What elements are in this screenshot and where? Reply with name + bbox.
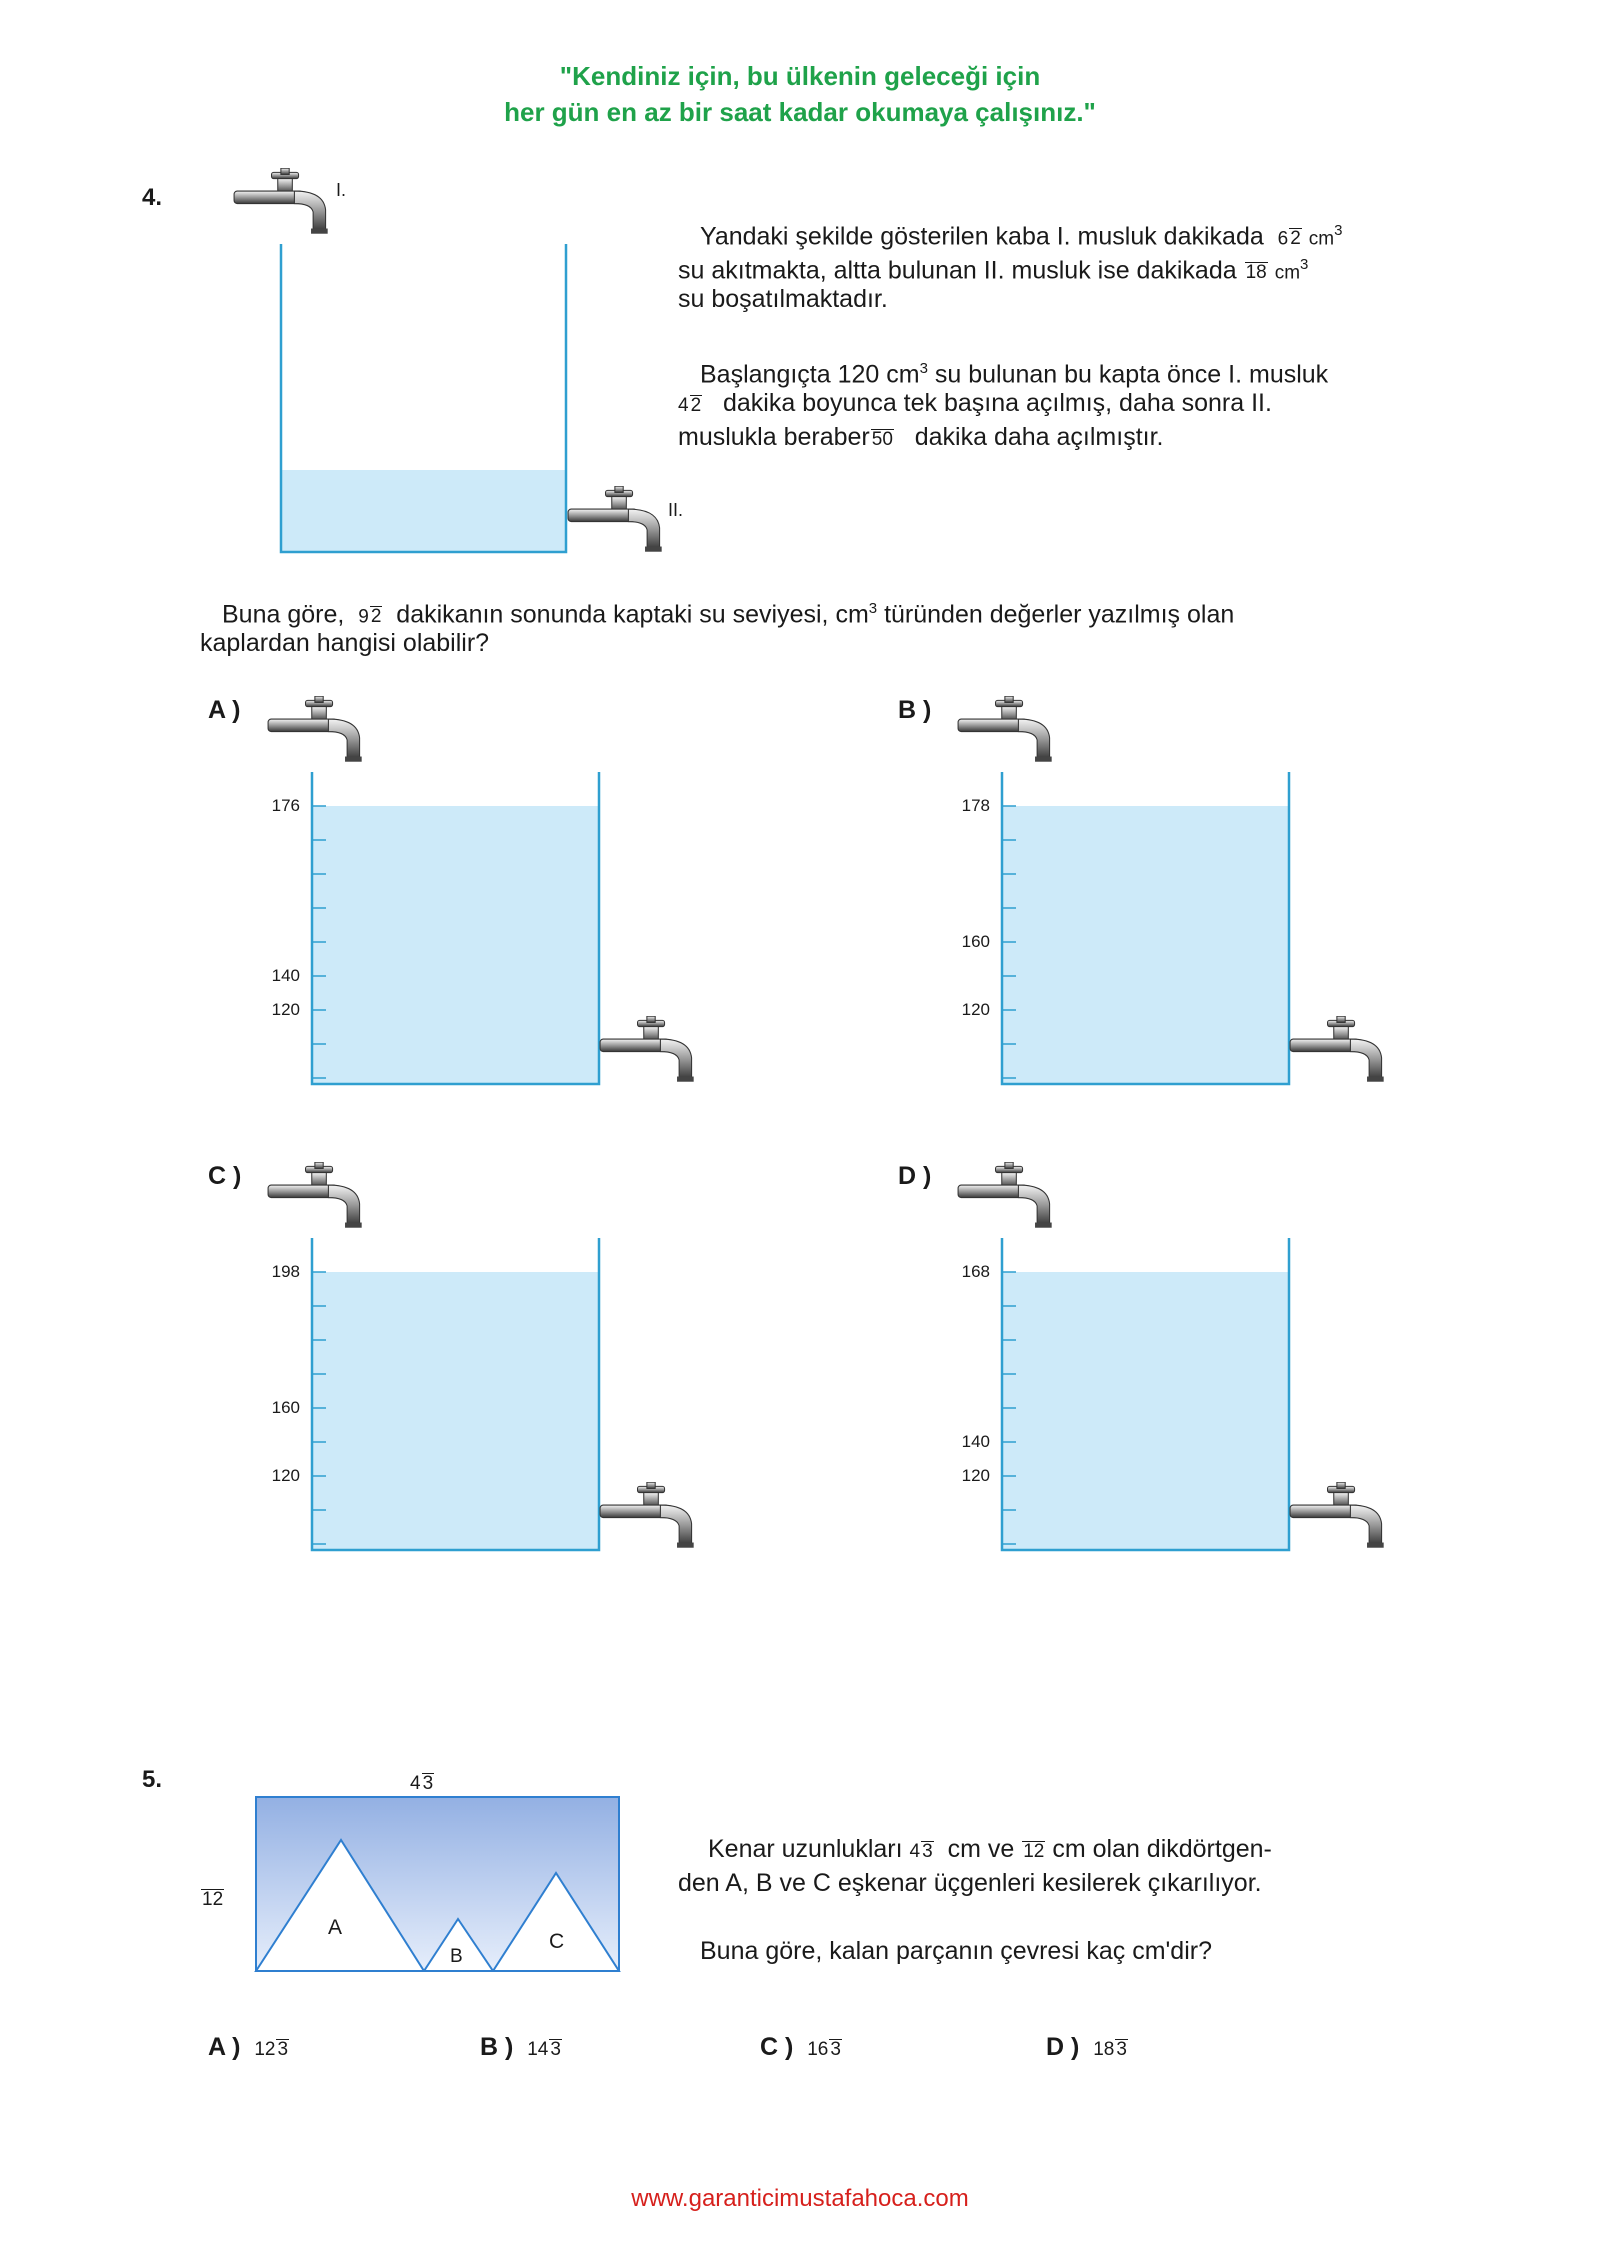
q5-option-radicand: 3 xyxy=(1116,2039,1127,2060)
faucet-1-label: I. xyxy=(336,180,347,200)
q5-option-coef: 14 xyxy=(527,2039,549,2060)
q5-option[interactable] xyxy=(208,2030,289,2067)
q4-question-line1: Buna göre, 9 2 dakikanın sonunda kaptaki su seviyesi, $cm^3$ türünden değerler yazılmış olan xyxy=(222,600,1235,629)
q5-option-coef: 18 xyxy=(1093,2039,1115,2060)
q5-option[interactable] xyxy=(760,2030,842,2067)
q5-option-label: D ) xyxy=(1046,2033,1080,2061)
q4-option-label[interactable]: D ) xyxy=(898,1162,932,1190)
footer-website: www.garanticimustafahoca.com xyxy=(631,2185,969,2212)
q5-option-label: B ) xyxy=(480,2033,514,2061)
q5-option[interactable] xyxy=(1046,2030,1128,2067)
q4-p1-line3: su boşatılmaktadır. xyxy=(678,285,888,313)
scale-value-top: 178 xyxy=(961,796,990,815)
q4-p2-line2: 4 2 dakika boyunca tek başına açılmış, daha sonra II. xyxy=(678,389,1272,417)
q5-option-coef: 12 xyxy=(254,2039,276,2060)
faucet-2-label: II. xyxy=(668,500,684,520)
scale-value-low: 120 xyxy=(271,1466,300,1485)
question-number-4: 4. xyxy=(142,184,163,211)
q5-option[interactable] xyxy=(480,2030,562,2067)
scale-value-low: 120 xyxy=(961,1000,990,1019)
q4-p2-line1: Başlangıçta 120 $cm^3$ su bulunan bu kapta önce I. musluk xyxy=(700,360,1329,389)
q4-option-label[interactable]: A ) xyxy=(208,696,241,724)
triangle-b-label: B xyxy=(450,1946,463,1967)
q5-option-label: C ) xyxy=(760,2033,794,2061)
scale-value-mid: 160 xyxy=(961,932,990,951)
scale-value-mid: 140 xyxy=(271,966,300,985)
rect-side-length: 12 xyxy=(202,1889,224,1910)
q4-option-label[interactable]: B ) xyxy=(898,696,932,724)
q4-p1-line2: su akıtmakta, altta bulunan II. musluk ise dakikada 18 $cm^3$ xyxy=(678,256,1309,285)
scale-value-low: 120 xyxy=(961,1466,990,1485)
q5-option-label: A ) xyxy=(208,2033,241,2061)
triangle-a-label: A xyxy=(328,1916,343,1939)
rect-top-length: 4 3 xyxy=(410,1773,434,1794)
q4-p2-line3: muslukla beraber 50 dakika daha açılmıştır. xyxy=(678,423,1164,451)
question-number-5: 5. xyxy=(142,1766,163,1793)
motto-line-2: her gün en az bir saat kadar okumaya çalışınız." xyxy=(504,97,1096,127)
q5-p1-line1: Kenar uzunlukları 4 3 cm ve 12 cm olan dikdörtgen- xyxy=(708,1835,1272,1863)
q5-option-radicand: 3 xyxy=(550,2039,561,2060)
scale-value-mid: 160 xyxy=(271,1398,300,1417)
motto-line-1: "Kendiniz için, bu ülkenin geleceği için xyxy=(559,61,1041,91)
q4-question-line2: kaplardan hangisi olabilir? xyxy=(200,629,490,657)
triangle-c-label: C xyxy=(549,1930,565,1953)
q4-p1-line1: Yandaki şekilde gösterilen kaba I. musluk dakikada 6 2 $cm^3$ xyxy=(700,222,1343,251)
q5-option-radicand: 3 xyxy=(830,2039,841,2060)
q5-p2: Buna göre, kalan parçanın çevresi kaç cm'dir? xyxy=(700,1937,1212,1965)
scale-value-top: 168 xyxy=(961,1262,990,1281)
q4-option-label[interactable]: C ) xyxy=(208,1162,242,1190)
q5-option-coef: 16 xyxy=(807,2039,829,2060)
scale-value-low: 120 xyxy=(271,1000,300,1019)
scale-value-top: 176 xyxy=(271,796,300,815)
scale-value-top: 198 xyxy=(271,1262,300,1281)
scale-value-mid: 140 xyxy=(961,1432,990,1451)
q5-option-radicand: 3 xyxy=(277,2039,289,2060)
q5-p1-line2: den A, B ve C eşkenar üçgenleri kesilerek çıkarılıyor. xyxy=(678,1869,1262,1897)
